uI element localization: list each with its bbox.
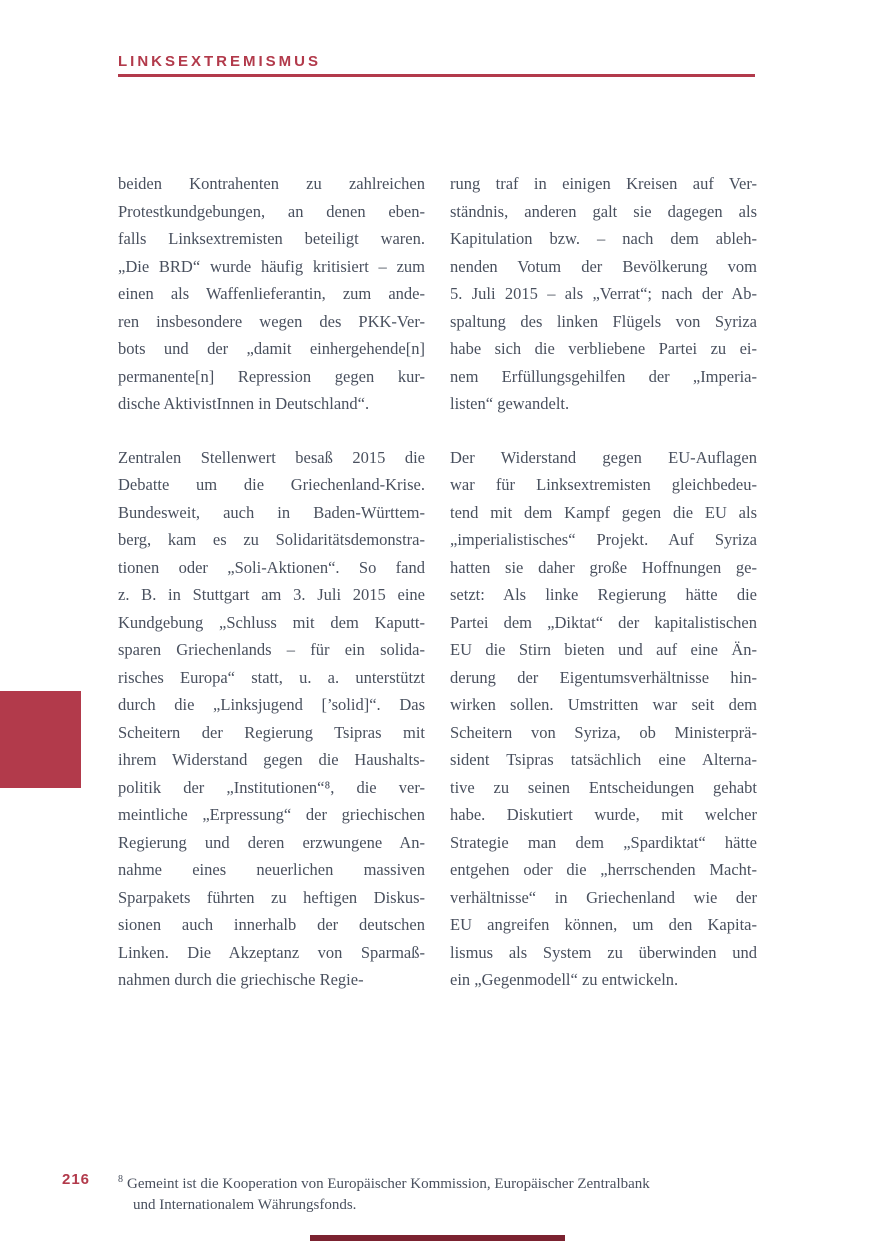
text-line: Bundesweit, auch in Baden-Württem- — [118, 502, 425, 522]
text-line: 5. Juli 2015 – als „Verrat“; nach der Ab- — [450, 284, 757, 303]
page-number: 216 — [62, 1171, 91, 1188]
footnote-line — [118, 1169, 763, 1195]
text-line: entgehen oder die „herrschenden Macht- — [450, 860, 757, 879]
paragraph — [118, 444, 425, 994]
text-line: rung traf in einigen Kreisen auf Ver- — [450, 174, 757, 193]
text-line: spaltung des linken Flügels von Syriza — [450, 311, 757, 331]
text-line: nem Erfüllungsgehilfen der „Imperia- — [450, 366, 757, 386]
text-line: lismus als System zu überwinden und — [450, 942, 757, 962]
text-line: meintliche „Erpressung“ der griechischen — [118, 805, 425, 824]
text-line: durch die „Linksjugend [’solid]“. Das — [118, 695, 425, 714]
text-line: EU angreifen können, um den Kapita- — [450, 915, 757, 934]
footnote — [118, 1169, 763, 1216]
text-line: wirken sollen. Umstritten war seit dem — [450, 695, 757, 714]
text-line: Scheitern der Regierung Tsipras mit — [118, 722, 425, 742]
footnote-line: und Internationalem Währungsfonds. — [133, 1197, 357, 1213]
text-line: bots und der „damit einhergehende[n] — [118, 339, 425, 358]
text-line: beiden Kontrahenten zu zahlreichen — [118, 174, 425, 193]
footnote-marker: 8 — [118, 1174, 123, 1185]
footnote-text: Gemeint ist die Kooperation von Europäischer Kommission, Europäischer Zentralbank — [127, 1176, 650, 1192]
text-line: sparen Griechenlands – für ein solida- — [118, 640, 425, 659]
text-line: ständnis, anderen galt sie dagegen als — [450, 201, 757, 221]
text-line: war für Linksextremisten gleichbedeu- — [450, 475, 757, 494]
text-line: nahme eines neuerlichen massiven — [118, 860, 425, 879]
text-line: Partei dem „Diktat“ der kapitalistischen — [450, 612, 757, 632]
text-line: Scheitern von Syriza, ob Ministerprä- — [450, 722, 757, 742]
text-line: Protestkundgebungen, an denen eben- — [118, 201, 425, 221]
red-margin-block — [0, 691, 81, 788]
text-line: politik der „Institutionen“⁸, die ver- — [118, 777, 425, 797]
text-line: „Die BRD“ wurde häufig kritisiert – zum — [118, 256, 425, 276]
text-line: nenden Votum der Bevölkerung vom — [450, 256, 757, 276]
text-line: tend mit dem Kampf gegen die EU als — [450, 502, 757, 522]
paragraph — [118, 170, 425, 418]
text-line: sident Tsipras tatsächlich eine Alterna- — [450, 750, 757, 769]
text-line: sionen auch innerhalb der deutschen — [118, 915, 425, 934]
paragraph — [450, 170, 757, 418]
text-line: Regierung und deren erzwungene An- — [118, 832, 425, 852]
text-line: Kapitulation bzw. – nach dem ableh- — [450, 229, 757, 248]
text-line: nahmen durch die griechische Regie- — [118, 970, 364, 989]
text-line: ein „Gegenmodell“ zu entwickeln. — [450, 970, 679, 989]
text-line: Kundgebung „Schluss mit dem Kaputt- — [118, 612, 425, 632]
bottom-page-bar — [310, 1235, 565, 1241]
text-line: Zentralen Stellenwert besaß 2015 die — [118, 447, 425, 467]
text-line: habe sich die verbliebene Partei zu ei- — [450, 339, 757, 358]
text-line: listen“ gewandelt. — [450, 394, 570, 413]
text-line: berg, kam es zu Solidaritätsdemonstra- — [118, 530, 425, 549]
text-line: falls Linksextremisten beteiligt waren. — [118, 229, 425, 248]
text-line: ren insbesondere wegen des PKK-Ver- — [118, 311, 425, 331]
text-line: Linken. Die Akzeptanz von Sparmaß- — [118, 942, 425, 962]
paragraph — [450, 444, 757, 994]
text-line: hatten sie daher große Hoffnungen ge- — [450, 557, 757, 577]
text-line: EU die Stirn bieten und auf eine Än- — [450, 640, 757, 659]
text-line: „imperialistisches“ Projekt. Auf Syriza — [450, 530, 757, 549]
text-line: einen als Waffenlieferantin, zum ande- — [118, 284, 425, 303]
text-column-left — [118, 170, 425, 994]
text-line: Der Widerstand gegen EU-Auflagen — [450, 447, 757, 467]
text-line: Strategie man dem „Spardiktat“ hätte — [450, 832, 757, 852]
page-header-title: LINKSEXTREMISMUS — [118, 53, 322, 70]
text-line: verhältnisse“ in Griechenland wie der — [450, 887, 757, 907]
header-rule — [118, 74, 755, 77]
text-line: ihrem Widerstand gegen die Haushalts- — [118, 750, 425, 769]
text-line: derung der Eigentumsverhältnisse hin- — [450, 667, 757, 687]
text-line: risches Europa“ statt, u. a. unterstützt — [118, 667, 425, 687]
text-line: permanente[n] Repression gegen kur- — [118, 366, 425, 386]
text-line: tionen oder „Soli-Aktionen“. So fand — [118, 557, 425, 577]
text-column-right — [450, 170, 757, 994]
text-line: z. B. in Stuttgart am 3. Juli 2015 eine — [118, 585, 425, 604]
text-line: Debatte um die Griechenland-Krise. — [118, 475, 425, 494]
text-line: dische AktivistInnen in Deutschland“. — [118, 394, 370, 413]
text-line: setzt: Als linke Regierung hätte die — [450, 585, 757, 604]
text-line: tive zu seinen Entscheidungen gehabt — [450, 777, 757, 797]
text-line: habe. Diskutiert wurde, mit welcher — [450, 805, 757, 824]
text-line: Sparpakets führten zu heftigen Diskus- — [118, 887, 425, 907]
